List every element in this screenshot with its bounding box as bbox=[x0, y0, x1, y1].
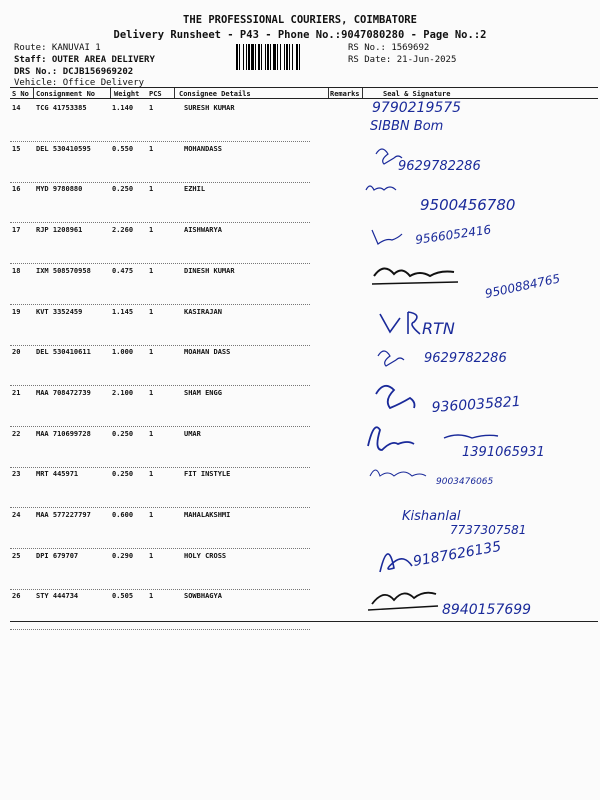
row-sno: 15 bbox=[12, 144, 21, 153]
table-row bbox=[10, 101, 598, 142]
handwritten-remark: RTN bbox=[422, 319, 455, 338]
table-row bbox=[10, 345, 598, 386]
handwritten-phone: 9360035821 bbox=[431, 393, 522, 416]
row-weight: 0.505 bbox=[112, 592, 134, 601]
col-seal-signature: Seal & Signature bbox=[383, 90, 451, 98]
row-pcs: 1 bbox=[149, 388, 154, 397]
handwritten-phone: 9500456780 bbox=[420, 196, 516, 214]
col-consignment: Consignment No bbox=[36, 90, 96, 98]
row-consignee: EZHIL bbox=[184, 185, 206, 194]
row-consignment-no: STY 444734 bbox=[36, 592, 79, 601]
handwritten-name: Kishanlal bbox=[402, 509, 461, 524]
row-consignee: SHAM ENGG bbox=[184, 388, 222, 397]
table-row bbox=[10, 264, 598, 305]
row-consignment-no: DEL 530410611 bbox=[36, 348, 91, 357]
col-divider bbox=[362, 88, 363, 98]
row-weight: 2.260 bbox=[112, 226, 134, 235]
row-weight: 1.145 bbox=[112, 307, 134, 316]
col-divider bbox=[328, 88, 329, 98]
rs-date: RS Date: 21-Jun-2025 bbox=[348, 55, 457, 65]
row-sno: 22 bbox=[12, 429, 21, 438]
row-consignee: DINESH KUMAR bbox=[184, 266, 235, 275]
row-consignee: SURESH KUMAR bbox=[184, 104, 235, 112]
table-row bbox=[10, 508, 598, 549]
col-sno: S No bbox=[12, 90, 29, 98]
row-sno: 20 bbox=[12, 348, 21, 357]
row-consignee: MOAHAN DASS bbox=[184, 348, 231, 357]
table-end-rule bbox=[10, 621, 598, 622]
vehicle-label: Vehicle: Office Delivery bbox=[14, 78, 145, 88]
table-row bbox=[10, 427, 598, 468]
row-pcs: 1 bbox=[149, 592, 154, 601]
row-weight: 0.550 bbox=[112, 144, 134, 153]
row-consignment-no: MAA 577227797 bbox=[36, 511, 91, 519]
company-title: THE PROFESSIONAL COURIERS, COIMBATORE bbox=[183, 14, 417, 26]
handwritten-phone: 9187626135 bbox=[411, 538, 503, 570]
table-row bbox=[10, 467, 598, 508]
row-sno: 23 bbox=[12, 470, 21, 479]
row-sno: 14 bbox=[12, 104, 21, 112]
handwritten-phone: 7737307581 bbox=[450, 523, 527, 537]
handwritten-phone: 1391065931 bbox=[462, 445, 545, 460]
drs-number: DRS No.: DCJB156969202 bbox=[14, 67, 134, 77]
col-divider bbox=[33, 88, 34, 98]
barcode-image bbox=[236, 44, 340, 70]
row-sno: 19 bbox=[12, 307, 21, 316]
row-weight: 0.250 bbox=[112, 185, 134, 194]
row-consignment-no: DPI 679707 bbox=[36, 551, 79, 560]
handwritten-phone: 9629782286 bbox=[398, 159, 481, 174]
row-pcs: 1 bbox=[149, 185, 154, 194]
col-divider bbox=[174, 88, 175, 98]
row-consignee: FIT INSTYLE bbox=[184, 470, 231, 479]
handwritten-phone: 9629782286 bbox=[424, 351, 507, 366]
row-sno: 16 bbox=[12, 185, 21, 194]
row-pcs: 1 bbox=[149, 307, 154, 316]
row-consignee: MAHALAKSHMI bbox=[184, 511, 231, 519]
row-pcs: 1 bbox=[149, 348, 154, 357]
row-consignee: KASIRAJAN bbox=[184, 307, 222, 316]
row-consignment-no: MRT 445971 bbox=[36, 470, 79, 479]
row-consignment-no: RJP 1208961 bbox=[36, 226, 83, 235]
row-consignee: MOHANDASS bbox=[184, 144, 222, 153]
row-consignment-no: IXM 508570958 bbox=[36, 266, 91, 275]
table-row bbox=[10, 589, 598, 630]
table-row bbox=[10, 305, 598, 346]
handwritten-phone: 9003476065 bbox=[436, 477, 494, 487]
row-sno: 26 bbox=[12, 592, 21, 601]
row-sno: 24 bbox=[12, 511, 21, 519]
row-weight: 2.100 bbox=[112, 388, 134, 397]
table-row bbox=[10, 182, 598, 223]
row-consignee: HOLY CROSS bbox=[184, 551, 227, 560]
row-consignee: AISHWARYA bbox=[184, 226, 222, 235]
table-row bbox=[10, 386, 598, 427]
col-weight: Weight bbox=[114, 90, 140, 98]
row-pcs: 1 bbox=[149, 551, 154, 560]
col-divider bbox=[110, 88, 111, 98]
row-separator bbox=[10, 629, 310, 630]
row-consignee: SOWBHAGYA bbox=[184, 592, 222, 601]
col-remarks: Remarks bbox=[330, 90, 360, 98]
row-weight: 0.290 bbox=[112, 551, 134, 560]
row-weight: 0.250 bbox=[112, 470, 134, 479]
row-pcs: 1 bbox=[149, 429, 154, 438]
staff-label: Staff: OUTER AREA DELIVERY bbox=[14, 55, 155, 65]
handwritten-phone: 9790219575 bbox=[372, 100, 462, 116]
row-weight: 0.600 bbox=[112, 511, 134, 519]
header-bottom-rule bbox=[10, 98, 598, 99]
row-weight: 1.140 bbox=[112, 104, 134, 112]
row-sno: 18 bbox=[12, 266, 21, 275]
row-weight: 0.250 bbox=[112, 429, 134, 438]
col-consignee: Consignee Details bbox=[179, 90, 251, 98]
row-consignment-no: DEL 530410595 bbox=[36, 144, 91, 153]
header-top-rule bbox=[10, 87, 598, 88]
row-weight: 1.000 bbox=[112, 348, 134, 357]
row-consignment-no: MYD 9780880 bbox=[36, 185, 83, 194]
row-sno: 25 bbox=[12, 551, 21, 560]
handwritten-note: SIBBN Bom bbox=[370, 119, 444, 134]
col-pcs: PCS bbox=[149, 90, 162, 98]
handwritten-phone: 9566052416 bbox=[414, 222, 493, 247]
handwritten-phone: 9500884765 bbox=[483, 271, 562, 301]
rs-number: RS No.: 1569692 bbox=[348, 43, 430, 53]
table-row bbox=[10, 549, 598, 590]
row-pcs: 1 bbox=[149, 226, 154, 235]
handwritten-phone: 8940157699 bbox=[442, 602, 532, 618]
table-row bbox=[10, 223, 598, 264]
row-consignee: UMAR bbox=[184, 429, 201, 438]
row-consignment-no: MAA 710699728 bbox=[36, 429, 91, 438]
runsheet-subtitle: Delivery Runsheet - P43 - Phone No.:9047080280 - Page No.:2 bbox=[113, 29, 487, 41]
route-label: Route: KANUVAI 1 bbox=[14, 43, 101, 53]
row-consignment-no: KVT 3352459 bbox=[36, 307, 83, 316]
row-pcs: 1 bbox=[149, 266, 154, 275]
row-consignment-no: TCG 41753385 bbox=[36, 104, 87, 112]
row-pcs: 1 bbox=[149, 104, 154, 112]
row-weight: 0.475 bbox=[112, 266, 134, 275]
row-pcs: 1 bbox=[149, 144, 154, 153]
row-pcs: 1 bbox=[149, 470, 154, 479]
table-row bbox=[10, 142, 598, 183]
row-sno: 21 bbox=[12, 388, 21, 397]
row-sno: 17 bbox=[12, 226, 21, 235]
row-consignment-no: MAA 708472739 bbox=[36, 388, 91, 397]
row-pcs: 1 bbox=[149, 511, 154, 519]
